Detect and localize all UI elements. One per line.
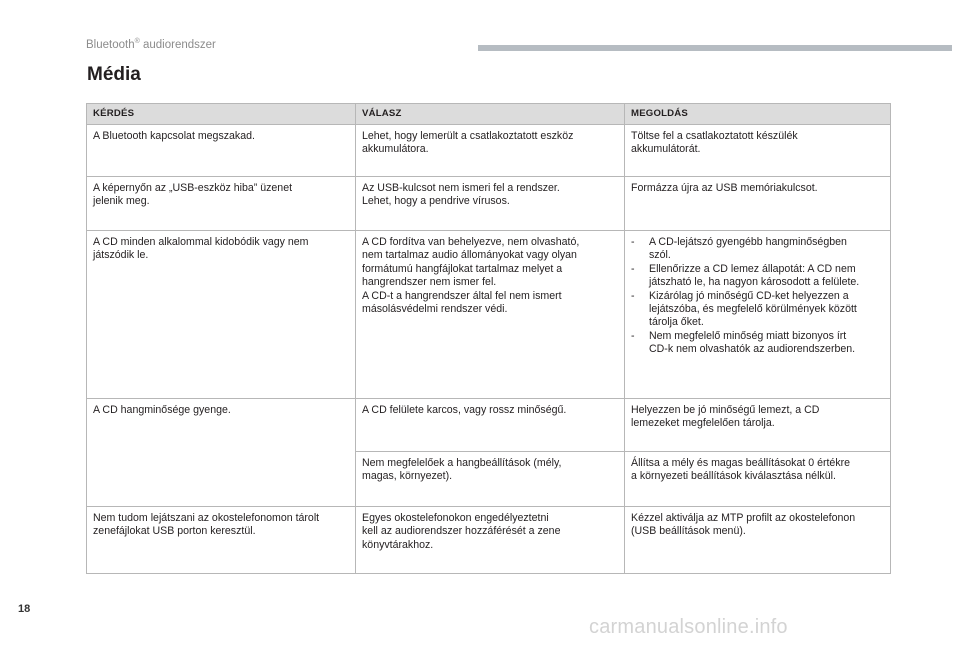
solution-cell: Helyezzen be jó minőségű lemezt, a CD lemezeket megfelelően tárolja. — [625, 399, 891, 452]
list-item: - Ellenőrizze a CD lemez állapotát: A CD nem játszható le, ha nagyon károsodott a felülete. — [631, 262, 860, 289]
question-cell: A Bluetooth kapcsolat megszakad. — [87, 125, 356, 177]
question-cell: Nem tudom lejátszani az okostelefonomon tárolt zenefájlokat USB porton keresztül. — [87, 507, 356, 574]
troubleshooting-table — [86, 103, 891, 574]
page-number: 18 — [18, 603, 31, 615]
column-header-answer: VÁLASZ — [356, 104, 625, 125]
section-header-label: Bluetooth® audiorendszer — [86, 38, 216, 51]
list-item: - Nem megfelelő minőség miatt bizonyos írt CD-k nem olvashatók az audiorendszerben. — [631, 329, 856, 356]
question-cell: A CD minden alkalommal kidobódik vagy nem játszódik le. — [87, 231, 356, 399]
answer-cell: A CD fordítva van behelyezve, nem olvasható, nem tartalmaz audio állományokat vagy olyan formátumú hangfájlokat tartalmaz melyet a hangrendszer nem ismer fel. A CD-t a hangrendszer által fel nem ismert másolásvédelmi rendszer védi. — [356, 231, 625, 399]
answer-cell: A CD felülete karcos, vagy rossz minőségű. — [356, 399, 625, 452]
answer-cell: Lehet, hogy lemerült a csatlakoztatott eszköz akkumulátora. — [356, 125, 625, 177]
solution-cell: Töltse fel a csatlakoztatott készülék akkumulátorát. — [625, 125, 891, 177]
header-divider-bar — [478, 45, 952, 51]
registered-mark: ® — [134, 38, 140, 45]
list-item: - A CD-lejátszó gyengébb hangminőségben szól. — [631, 236, 847, 262]
table-row — [87, 507, 891, 574]
solution-cell: Formázza újra az USB memóriakulcsot. — [625, 177, 891, 231]
column-header-question: KÉRDÉS — [87, 104, 356, 125]
table-row — [87, 399, 891, 452]
watermark-text: carmanualsonline.info — [589, 616, 788, 638]
table-header-row — [87, 104, 891, 125]
question-cell: A képernyőn az „USB-eszköz hiba” üzenet jelenik meg. — [87, 177, 356, 231]
answer-cell: Egyes okostelefonokon engedélyeztetni kell az audiorendszer hozzáférését a zene könyvtárakhoz. — [356, 507, 625, 574]
solution-cell: Kézzel aktiválja az MTP profilt az okostelefonon (USB beállítások menü). — [625, 507, 891, 574]
table-row — [87, 177, 891, 231]
table-row — [87, 231, 891, 399]
question-cell: A CD hangminősége gyenge. — [87, 399, 356, 507]
page-title: Média — [87, 64, 141, 85]
list-item: - Kizárólag jó minőségű CD-ket helyezzen a lejátszóba, és megfelelő körülmények között tárolja őket. — [631, 289, 857, 329]
table-row — [87, 125, 891, 177]
solution-cell: Állítsa a mély és magas beállításokat 0 értékre a környezeti beállítások kiválasztása nélkül. — [625, 452, 891, 507]
solution-cell — [625, 231, 891, 399]
column-header-solution: MEGOLDÁS — [625, 104, 891, 125]
answer-cell: Az USB-kulcsot nem ismeri fel a rendszer. Lehet, hogy a pendrive vírusos. — [356, 177, 625, 231]
solution-list — [631, 236, 884, 357]
answer-cell: Nem megfelelőek a hangbeállítások (mély, magas, környezet). — [356, 452, 625, 507]
